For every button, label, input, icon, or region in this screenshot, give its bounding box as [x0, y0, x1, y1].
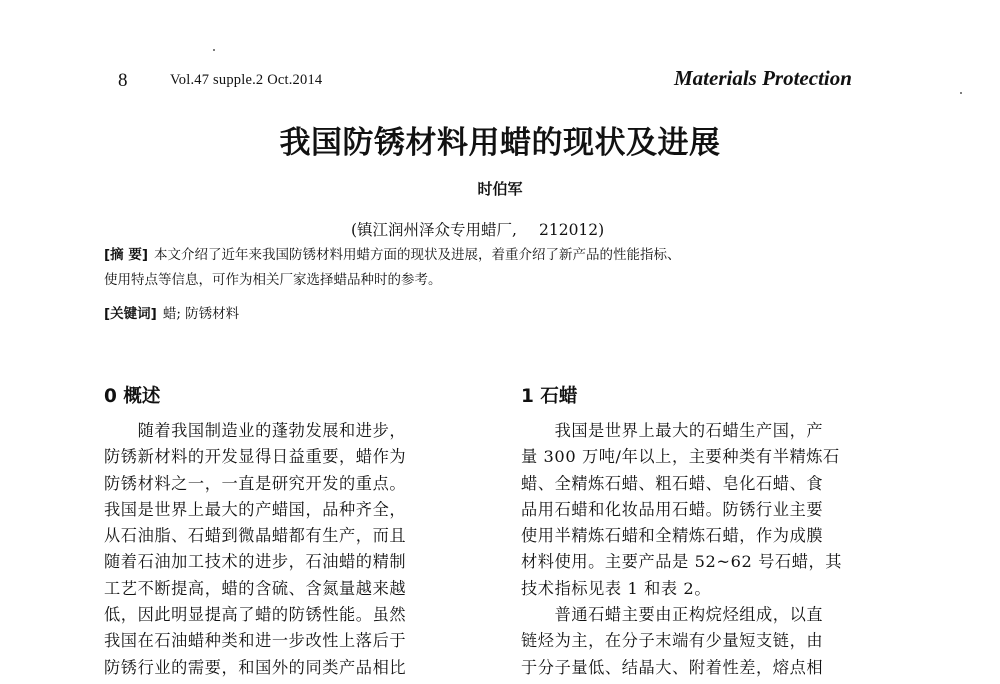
- keywords: [104, 302, 239, 322]
- keywords-label: [关键词]: [104, 306, 157, 322]
- abstract-line: [104, 243, 904, 268]
- text-line: 我国是世界上最大的石蜡生产国，产: [521, 421, 824, 440]
- scan-speck: [960, 92, 962, 94]
- keywords-text: 蜡; 防锈材料: [162, 306, 240, 322]
- column-right-text: [521, 418, 901, 681]
- abstract-line: 使用特点等信息，可作为相关厂家选择蜡品种时的参考。: [104, 272, 442, 288]
- text-line: 使用半精炼石蜡和全精炼石蜡，作为成膜: [521, 526, 824, 546]
- text-line: 随着我国制造业的蓬勃发展和进步，: [104, 421, 407, 440]
- text-line: 随着石油加工技术的进步，石油蜡的精制: [104, 552, 407, 572]
- text-line: 品用石蜡和化妆品用石蜡。防锈行业主要: [521, 499, 824, 519]
- text-line: 蜡、全精炼石蜡、粗石蜡、皂化石蜡、食: [521, 473, 824, 493]
- text-line: 从石油脂、石蜡到微晶蜡都有生产，而且: [104, 526, 407, 546]
- author-affiliation: [351, 218, 604, 240]
- text-line: 于分子量低、结晶大、附着性差，熔点相: [521, 657, 824, 677]
- article-title: 我国防锈材料用蜡的现状及进展: [279, 125, 721, 161]
- article-author: 时伯军: [477, 180, 523, 198]
- text-line: 我国在石油蜡种类和进一步改性上落后于: [104, 631, 407, 651]
- page-number: 8: [118, 70, 128, 91]
- text-line: 工艺不断提高，蜡的含硫、含氮量越来越: [104, 578, 407, 598]
- journal-volume-info: Vol.47 supple.2 Oct.2014: [170, 72, 323, 88]
- text-line: 防锈新材料的开发显得日益重要，蜡作为: [104, 447, 407, 467]
- journal-name: Materials Protection: [674, 66, 852, 90]
- text-line: 低，因此明显提高了蜡的防锈性能。虽然: [104, 605, 407, 625]
- column-left-text: [104, 418, 484, 681]
- abstract-text: 本文介绍了近年来我国防锈材料用蜡方面的现状及进展，着重介绍了新产品的性能指标、: [154, 247, 681, 263]
- affiliation-name: (镇江润州泽众专用蜡厂,: [351, 221, 517, 239]
- text-line: 防锈行业的需要，和国外的同类产品相比: [104, 657, 407, 677]
- text-line: 链烃为主，在分子末端有少量短支链，由: [521, 631, 824, 651]
- affiliation-postcode: 212012): [538, 221, 605, 239]
- section-heading-overview: 0 概述: [104, 386, 161, 407]
- text-line: 技术指标见表 1 和表 2。: [521, 578, 712, 598]
- scan-speck: [213, 49, 215, 51]
- abstract: [104, 243, 904, 293]
- text-line: 我国是世界上最大的产蜡国，品种齐全，: [104, 499, 407, 519]
- text-line: 量 300 万吨/年以上，主要种类有半精炼石: [521, 447, 840, 467]
- abstract-label: [摘 要]: [104, 247, 149, 263]
- text-line: 材料使用。主要产品是 52~62 号石蜡，其: [521, 552, 843, 572]
- text-line: 防锈材料之一，一直是研究开发的重点。: [104, 473, 407, 493]
- section-heading-paraffin: 1 石蜡: [521, 386, 578, 407]
- text-line: 普通石蜡主要由正构烷烃组成，以直: [521, 605, 824, 625]
